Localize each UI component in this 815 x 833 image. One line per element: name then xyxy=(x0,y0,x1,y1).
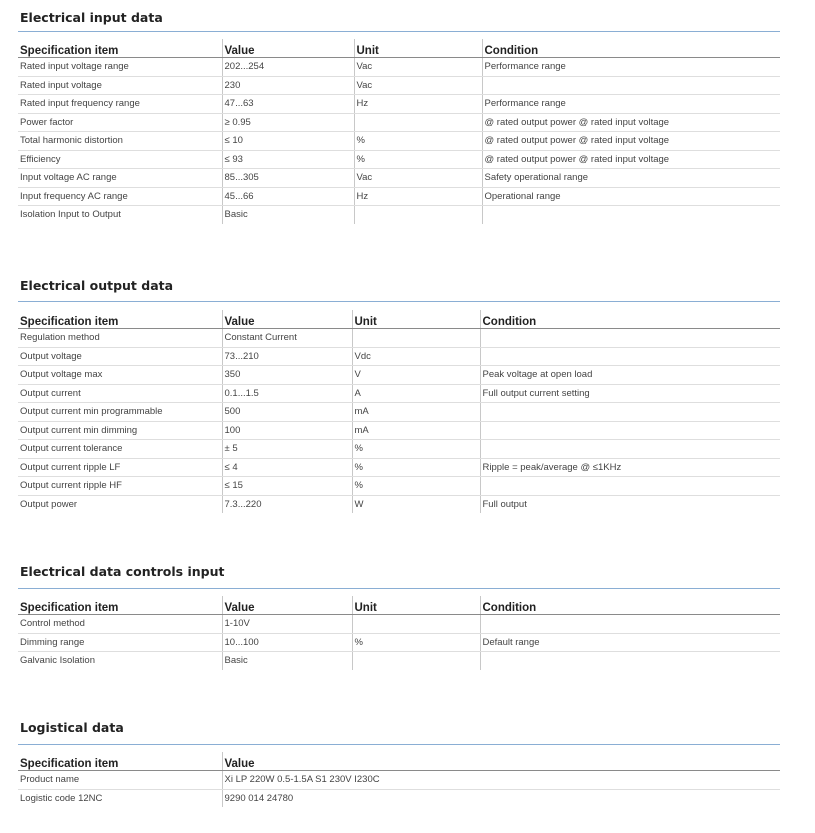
header-unit: Unit xyxy=(352,310,480,329)
condition-cell xyxy=(482,76,780,95)
value-cell: 0.1...1.5 xyxy=(222,384,352,403)
table-row xyxy=(18,113,780,132)
table-row xyxy=(18,495,780,513)
spec-item-cell: Output current xyxy=(18,384,222,403)
table-row xyxy=(18,206,780,224)
condition-cell xyxy=(482,206,780,224)
spec-item-cell: Output voltage xyxy=(18,347,222,366)
controls-input-title: Electrical data controls input xyxy=(20,564,225,579)
unit-cell: V xyxy=(352,366,480,385)
spec-item-cell: Output current min programmable xyxy=(18,403,222,422)
unit-cell: % xyxy=(354,132,482,151)
condition-cell: @ rated output power @ rated input voltage xyxy=(482,113,780,132)
value-cell: Basic xyxy=(222,206,354,224)
condition-cell xyxy=(480,403,780,422)
condition-cell: Ripple = peak/average @ ≤1KHz xyxy=(480,458,780,477)
table-row xyxy=(18,132,780,151)
condition-cell xyxy=(480,440,780,459)
unit-cell: % xyxy=(354,150,482,169)
unit-cell: Vdc xyxy=(352,347,480,366)
spec-item-cell: Input frequency AC range xyxy=(18,187,222,206)
unit-cell: % xyxy=(352,458,480,477)
spec-item-cell: Logistic code 12NC xyxy=(20,792,103,804)
condition-cell: @ rated output power @ rated input voltage xyxy=(482,150,780,169)
header-unit: Unit xyxy=(352,596,480,615)
table-row xyxy=(18,329,780,348)
condition-cell xyxy=(480,615,780,634)
spec-item-cell: Output current ripple HF xyxy=(18,477,222,496)
table-row xyxy=(18,458,780,477)
condition-cell xyxy=(480,347,780,366)
value-cell: ± 5 xyxy=(222,440,352,459)
table-row xyxy=(18,187,780,206)
condition-cell xyxy=(480,652,780,670)
value-cell: 230 xyxy=(222,76,354,95)
value-cell: 85...305 xyxy=(222,169,354,188)
table-row xyxy=(18,633,780,652)
header-condition: Condition xyxy=(480,310,780,329)
unit-cell: mA xyxy=(352,421,480,440)
electrical-output-title: Electrical output data xyxy=(20,278,174,293)
spec-item-cell: Output voltage max xyxy=(18,366,222,385)
unit-cell xyxy=(354,206,482,224)
unit-cell xyxy=(354,113,482,132)
value-cell: 9290 014 24780 xyxy=(222,789,780,807)
header-unit: Unit xyxy=(354,39,482,58)
unit-cell: % xyxy=(352,477,480,496)
condition-cell: Peak voltage at open load xyxy=(480,366,780,385)
condition-cell xyxy=(480,421,780,440)
controls-input-table xyxy=(18,596,780,670)
header-spec-item: Specification item xyxy=(18,752,222,771)
condition-cell: Performance range xyxy=(482,58,780,77)
unit-cell: W xyxy=(352,495,480,513)
section-divider xyxy=(18,588,780,589)
spec-item-cell: Rated input voltage range xyxy=(18,58,222,77)
logistical-title: Logistical data xyxy=(20,720,124,735)
spec-item-cell: Output power xyxy=(20,498,78,510)
condition-cell xyxy=(480,329,780,348)
logistical-table xyxy=(18,752,780,807)
spec-item-cell: Output current ripple LF xyxy=(18,458,222,477)
table-row xyxy=(18,421,780,440)
spec-item-cell: Output current tolerance xyxy=(18,440,222,459)
value-cell: 1-10V xyxy=(222,615,352,634)
unit-cell: Vac xyxy=(354,169,482,188)
spec-item-cell: Output current min dimming xyxy=(18,421,222,440)
condition-cell: Operational range xyxy=(482,187,780,206)
unit-cell: Hz xyxy=(354,95,482,114)
unit-cell: mA xyxy=(352,403,480,422)
section-divider xyxy=(18,301,780,302)
value-cell: 350 xyxy=(222,366,352,385)
table-header-row xyxy=(18,596,780,615)
spec-item-cell: Input voltage AC range xyxy=(18,169,222,188)
spec-item-cell: Regulation method xyxy=(18,329,222,348)
section-divider xyxy=(18,744,780,745)
unit-cell xyxy=(352,329,480,348)
spec-item-cell: Rated input frequency range xyxy=(18,95,222,114)
table-row xyxy=(18,366,780,385)
table-row xyxy=(18,477,780,496)
value-cell: 7.3...220 xyxy=(222,495,352,513)
electrical-input-title: Electrical input data xyxy=(20,10,163,25)
value-cell: 500 xyxy=(222,403,352,422)
table-row xyxy=(18,771,780,790)
table-row xyxy=(18,347,780,366)
table-header-row xyxy=(18,39,780,58)
table-row xyxy=(18,95,780,114)
value-cell: 202...254 xyxy=(222,58,354,77)
condition-cell xyxy=(480,477,780,496)
condition-cell: Safety operational range xyxy=(482,169,780,188)
condition-cell: @ rated output power @ rated input voltage xyxy=(482,132,780,151)
header-condition: Condition xyxy=(480,596,780,615)
value-cell: 73...210 xyxy=(222,347,352,366)
header-value: Value xyxy=(222,310,352,329)
value-cell: ≥ 0.95 xyxy=(222,113,354,132)
unit-cell xyxy=(352,615,480,634)
table-row xyxy=(18,403,780,422)
table-row xyxy=(18,58,780,77)
header-value: Value xyxy=(222,752,780,771)
header-value: Value xyxy=(222,596,352,615)
spec-item-cell: Efficiency xyxy=(18,150,222,169)
value-cell: 45...66 xyxy=(222,187,354,206)
table-row xyxy=(18,384,780,403)
condition-cell: Full output current setting xyxy=(480,384,780,403)
section-divider xyxy=(18,31,780,32)
header-condition: Condition xyxy=(482,39,780,58)
unit-cell: % xyxy=(352,633,480,652)
spec-item-cell: Total harmonic distortion xyxy=(18,132,222,151)
table-row xyxy=(18,789,780,807)
value-cell: 100 xyxy=(222,421,352,440)
unit-cell: Vac xyxy=(354,76,482,95)
table-header-row xyxy=(18,310,780,329)
header-spec-item: Specification item xyxy=(18,310,222,329)
condition-cell: Performance range xyxy=(482,95,780,114)
table-row xyxy=(18,169,780,188)
electrical-input-table xyxy=(18,39,780,224)
table-row xyxy=(18,150,780,169)
unit-cell: Vac xyxy=(354,58,482,77)
value-cell: ≤ 15 xyxy=(222,477,352,496)
header-spec-item: Specification item xyxy=(18,39,222,58)
spec-item-cell: Power factor xyxy=(18,113,222,132)
table-row xyxy=(18,76,780,95)
electrical-output-table xyxy=(18,310,780,513)
unit-cell xyxy=(352,652,480,670)
spec-item-cell: Isolation Input to Output xyxy=(20,209,121,221)
condition-cell: Default range xyxy=(480,633,780,652)
value-cell: 10...100 xyxy=(222,633,352,652)
spec-item-cell: Product name xyxy=(18,771,222,790)
unit-cell: % xyxy=(352,440,480,459)
value-cell: ≤ 93 xyxy=(222,150,354,169)
header-spec-item: Specification item xyxy=(18,596,222,615)
condition-cell: Full output xyxy=(480,495,780,513)
unit-cell: A xyxy=(352,384,480,403)
value-cell: ≤ 10 xyxy=(222,132,354,151)
table-row xyxy=(18,652,780,670)
table-row xyxy=(18,615,780,634)
value-cell: 47...63 xyxy=(222,95,354,114)
spec-item-cell: Rated input voltage xyxy=(18,76,222,95)
spec-item-cell: Control method xyxy=(18,615,222,634)
spec-item-cell: Galvanic Isolation xyxy=(20,655,95,667)
table-header-row xyxy=(18,752,780,771)
header-value: Value xyxy=(222,39,354,58)
value-cell: ≤ 4 xyxy=(222,458,352,477)
unit-cell: Hz xyxy=(354,187,482,206)
value-cell: Constant Current xyxy=(222,329,352,348)
table-row xyxy=(18,440,780,459)
value-cell: Xi LP 220W 0.5-1.5A S1 230V I230C xyxy=(222,771,780,790)
value-cell: Basic xyxy=(222,652,352,670)
spec-item-cell: Dimming range xyxy=(18,633,222,652)
